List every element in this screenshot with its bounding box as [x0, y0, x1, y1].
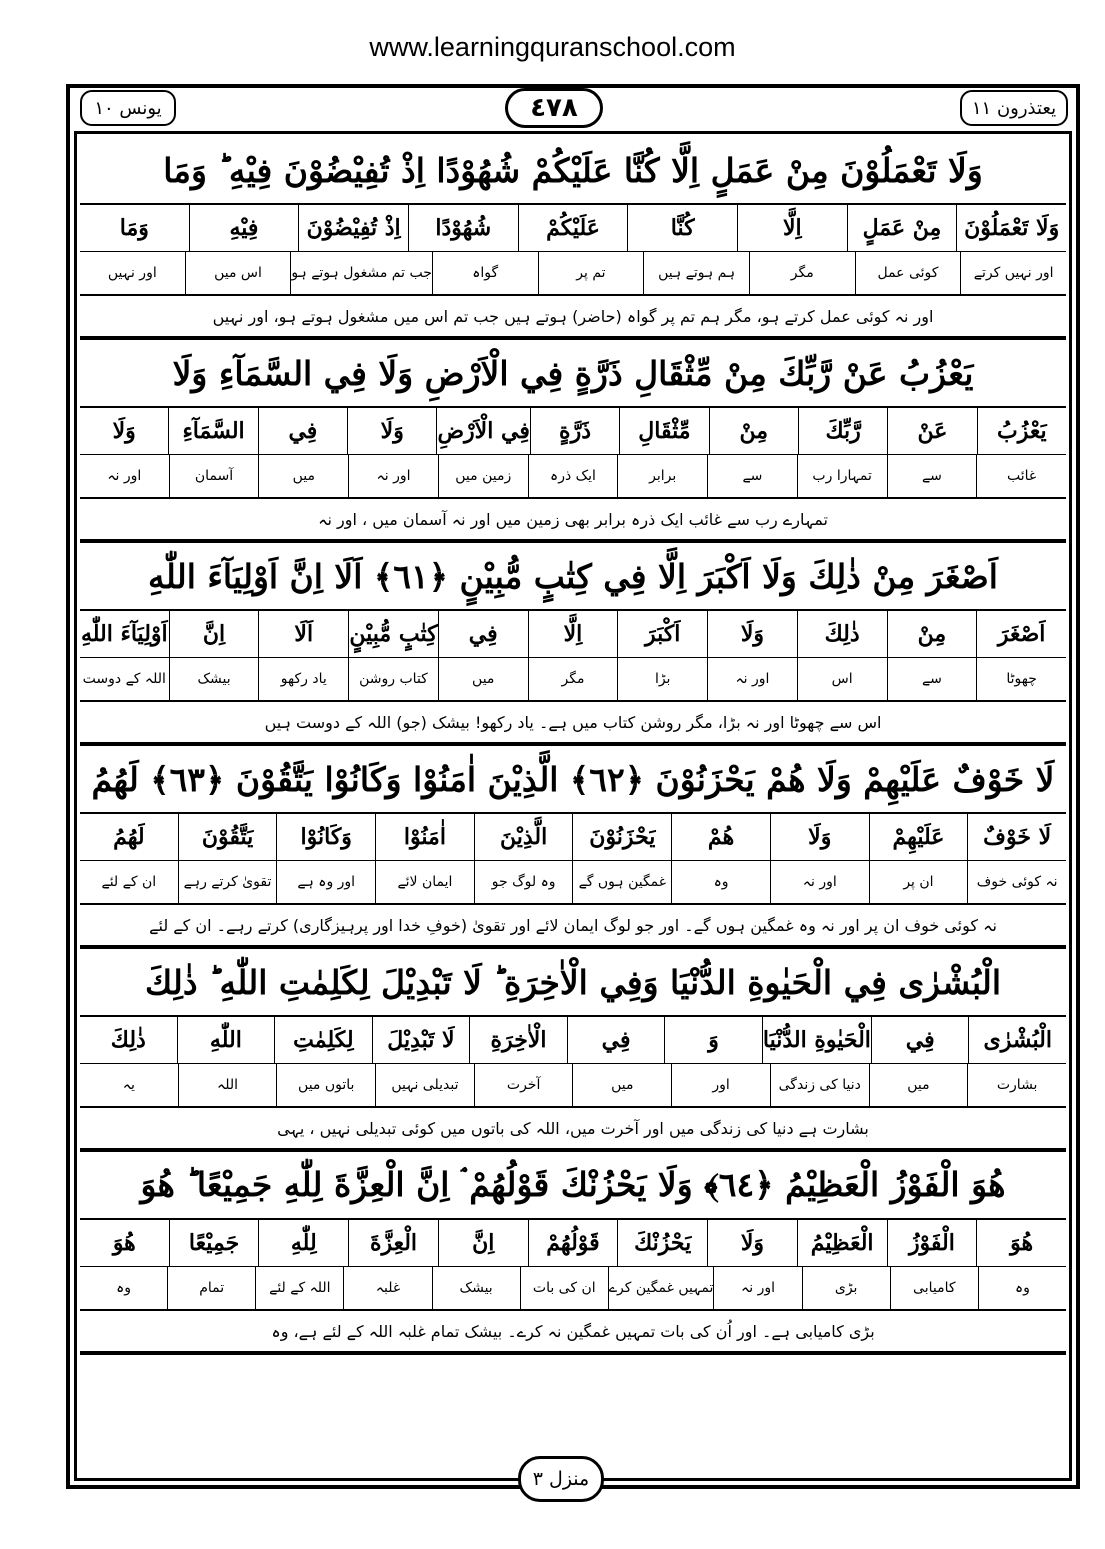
urdu-meaning-cell: اللہ [178, 1064, 277, 1106]
urdu-meaning-cell: غائب [976, 455, 1066, 497]
urdu-meaning-cell: آخرت [474, 1064, 573, 1106]
urdu-meaning-cell: بشارت [967, 1064, 1066, 1106]
urdu-meaning-cell: سے [887, 455, 977, 497]
urdu-meaning-cell: بڑی [802, 1267, 890, 1309]
ayah-text: وَلَا تَعْمَلُوْنَ مِنْ عَمَلٍ اِلَّا كُنَّا عَلَيْكُمْ شُهُوْدًا اِذْ تُفِيْضُوْنَ فِيْهِ ؕ وَمَا [80, 137, 1066, 205]
arabic-word-cell: وَلَا [112, 418, 136, 444]
arabic-word-cell: قَوْلُهُمْ [528, 1220, 618, 1266]
arabic-word-cell: وَلَا [347, 408, 436, 454]
arabic-word-cell: جَمِيْعًا [169, 1220, 259, 1266]
arabic-word-cell: لَا خَوْفٌ [967, 814, 1066, 860]
word-grid [80, 814, 1066, 905]
arabic-word-cell: الْحَيٰوةِ الدُّنْيَا [762, 1017, 871, 1063]
urdu-meaning-cell: میں [258, 455, 348, 497]
urdu-meaning-cell: ہم ہوتے ہیں [643, 252, 749, 294]
word-grid [80, 611, 1066, 702]
urdu-meaning-cell: تمام [167, 1267, 255, 1309]
urdu-meaning-cell: بڑا [617, 658, 707, 700]
urdu-meaning-row [80, 861, 1066, 903]
arabic-word-cell: الَّذِيْنَ [474, 814, 573, 860]
urdu-meaning-cell: چھوٹا [976, 658, 1066, 700]
ayah-text: الْبُشْرٰى فِي الْحَيٰوةِ الدُّنْيَا وَفِي الْاٰخِرَةِ ؕ لَا تَبْدِيْلَ لِكَلِمٰتِ اللّٰهِ ؕ ذٰلِكَ [80, 949, 1066, 1017]
urdu-translation: اور نہ کوئی عمل کرتے ہو، مگر ہم تم پر گواہ (حاضر) ہوتے ہیں جب تم اس میں مشغول ہوتے ہو، اور نہیں [80, 296, 1066, 339]
arabic-word-cell: الْاٰخِرَةِ [469, 1017, 567, 1063]
arabic-word-cell: اَكْبَرَ [617, 611, 707, 657]
urdu-meaning-cell: کوئی عمل [855, 252, 961, 294]
word-grid [80, 1017, 1066, 1108]
arabic-word-cell: ذٰلِكَ [797, 611, 887, 657]
urdu-meaning-cell: جب تم مشغول ہوتے ہو [290, 252, 432, 294]
arabic-word-row [80, 1220, 1066, 1267]
ayah-text: يَعْزُبُ عَنْ رَّبِّكَ مِنْ مِّثْقَالِ ذَرَّةٍ فِي الْاَرْضِ وَلَا فِي السَّمَآءِ وَلَا [80, 340, 1066, 408]
arabic-word-cell: فِي [567, 1017, 665, 1063]
ayah-section [80, 137, 1066, 340]
arabic-word-cell: مِّثْقَالِ [619, 408, 708, 454]
arabic-word-cell: عَلَيْكُمْ [518, 205, 628, 251]
arabic-word-cell: اٰمَنُوْا [375, 814, 474, 860]
urdu-meaning-cell: کتاب روشن [348, 658, 438, 700]
arabic-word-cell: فِي [871, 1017, 969, 1063]
arabic-word-cell: لَا تَبْدِيْلَ [372, 1017, 470, 1063]
urdu-meaning-cell: وہ [671, 861, 770, 903]
arabic-word-cell: مِنْ [887, 611, 977, 657]
urdu-translation: اس سے چھوٹا اور نہ بڑا، مگر روشن کتاب میں ہے۔ یاد رکھو! بیشک (جو) اللہ کے دوست ہیں [80, 702, 1066, 745]
urdu-translation: بشارت ہے دنیا کی زندگی میں اور آخرت میں، اللہ کی باتوں میں کوئی تبدیلی نہیں ، یہی [80, 1108, 1066, 1151]
arabic-word-cell: ذٰلِكَ [110, 1027, 146, 1053]
urdu-meaning-cell: ان پر [869, 861, 968, 903]
arabic-word-cell: اَصْغَرَ [976, 611, 1066, 657]
urdu-meaning-cell: وہ [116, 1280, 132, 1296]
word-grid [80, 408, 1066, 499]
arabic-word-row [80, 814, 1066, 861]
urdu-meaning-cell: میں [438, 658, 528, 700]
arabic-word-cell: عَنْ [887, 408, 976, 454]
arabic-word-cell: يَعْزُبُ [977, 408, 1066, 454]
arabic-word-cell: فِي [258, 408, 347, 454]
arabic-word-cell: وَ [664, 1017, 762, 1063]
urdu-meaning-cell: وہ لوگ جو [474, 861, 573, 903]
urdu-meaning-cell: اور نہیں [107, 265, 157, 281]
urdu-meaning-cell: بیشک [432, 1267, 520, 1309]
urdu-meaning-cell: یاد رکھو [258, 658, 348, 700]
urdu-meaning-cell: تمہارا رب [797, 455, 887, 497]
arabic-word-cell: فِي الْاَرْضِ [436, 408, 529, 454]
arabic-word-cell: رَّبِّكَ [798, 408, 887, 454]
arabic-word-row [80, 611, 1066, 658]
juz-label: يعتذرون ١١ [960, 90, 1068, 126]
urdu-meaning-cell: ایک ذرہ [528, 455, 618, 497]
urdu-meaning-cell: باتوں میں [276, 1064, 375, 1106]
arabic-word-cell: اَوْلِيَآءَ اللّٰهِ [80, 621, 168, 647]
urdu-meaning-cell: اور نہیں کرتے [960, 252, 1066, 294]
arabic-word-cell: اِلَّا [737, 205, 847, 251]
arabic-word-cell: وَلَا [707, 1220, 797, 1266]
arabic-word-cell: وَلَا تَعْمَلُوْنَ [956, 205, 1066, 251]
urdu-meaning-cell: اور [671, 1064, 770, 1106]
arabic-word-cell: وَلَا [707, 611, 797, 657]
ayah-section [80, 949, 1066, 1152]
arabic-word-cell: كُنَّا [627, 205, 737, 251]
arabic-word-cell: الْبُشْرٰى [968, 1017, 1066, 1063]
arabic-word-cell: كِتٰبٍ مُّبِيْنٍ [348, 611, 438, 657]
arabic-word-cell: الْفَوْزُ [887, 1220, 977, 1266]
urdu-meaning-cell: برابر [617, 455, 707, 497]
arabic-word-row [80, 205, 1066, 252]
arabic-word-row [80, 408, 1066, 455]
urdu-meaning-cell: وہ [978, 1267, 1066, 1309]
arabic-word-cell: يَتَّقُوْنَ [178, 814, 277, 860]
arabic-word-cell: يَحْزُنْكَ [617, 1220, 707, 1266]
urdu-meaning-cell: آسمان [169, 455, 259, 497]
ayah-section [80, 543, 1066, 746]
urdu-meaning-cell: تم پر [538, 252, 644, 294]
urdu-meaning-cell: اور نہ [348, 455, 438, 497]
urdu-meaning-cell: اس میں [185, 252, 291, 294]
urdu-meaning-cell: میں [572, 1064, 671, 1106]
arabic-word-cell: هُمْ [671, 814, 770, 860]
urdu-translation: بڑی کامیابی ہے۔ اور اُن کی بات تمہیں غمگین نہ کرے۔ بیشک تمام غلبہ اللہ کے لئے ہے، وہ [80, 1311, 1066, 1354]
arabic-word-cell: اللّٰهِ [177, 1017, 275, 1063]
surah-label: يونس ١٠ [80, 90, 176, 126]
urdu-meaning-cell: دنیا کی زندگی [770, 1064, 869, 1106]
urdu-meaning-cell: سے [887, 658, 977, 700]
site-url[interactable]: www.learningquranschool.com [369, 32, 736, 62]
arabic-word-cell: الْعِزَّةَ [348, 1220, 438, 1266]
arabic-word-cell: يَحْزَنُوْنَ [572, 814, 671, 860]
arabic-word-cell: هُوَ [112, 1230, 136, 1256]
arabic-word-row [80, 1017, 1066, 1064]
arabic-word-cell: الْعَظِيْمُ [797, 1220, 887, 1266]
urdu-meaning-cell: غلبہ [343, 1267, 431, 1309]
arabic-word-cell: ذَرَّةٍ [530, 408, 619, 454]
urdu-meaning-cell: کامیابی [890, 1267, 978, 1309]
arabic-word-cell: فِيْهِ [189, 205, 299, 251]
urdu-meaning-cell: نہ کوئی خوف [967, 861, 1066, 903]
arabic-word-cell: اِذْ تُفِيْضُوْنَ [298, 205, 408, 251]
urdu-meaning-cell: بیشک [169, 658, 259, 700]
arabic-word-cell: وَلَا [770, 814, 869, 860]
urdu-meaning-cell: تقویٰ کرتے رہے [178, 861, 277, 903]
ayah-section [80, 340, 1066, 543]
urdu-meaning-cell: تبدیلی نہیں [375, 1064, 474, 1106]
ayah-text: لَا خَوْفٌ عَلَيْهِمْ وَلَا هُمْ يَحْزَنُوْنَ ﴿٦٢﴾ الَّذِيْنَ اٰمَنُوْا وَكَانُوْا يَتَّقُوْنَ ﴿٦٣﴾ لَهُمُ [80, 746, 1066, 814]
ayah-text: هُوَ الْفَوْزُ الْعَظِيْمُ ﴿٦٤﴾ وَلَا يَحْزُنْكَ قَوْلُهُمْ ۘ اِنَّ الْعِزَّةَ لِلّٰهِ جَمِيْعًا ؕ هُوَ [80, 1152, 1066, 1220]
arabic-word-cell: لِكَلِمٰتِ [274, 1017, 372, 1063]
urdu-meaning-cell: اور نہ [107, 468, 142, 484]
urdu-meaning-cell: مگر [749, 252, 855, 294]
arabic-word-cell: لَهُمُ [113, 824, 145, 850]
urdu-meaning-cell: میں [869, 1064, 968, 1106]
urdu-meaning-cell: اور وہ ہے [276, 861, 375, 903]
page-number: ٤٧٨ [505, 88, 603, 128]
urdu-meaning-cell: یہ [122, 1077, 135, 1093]
arabic-word-cell: اَلَا [258, 611, 348, 657]
urdu-meaning-cell: زمین میں [438, 455, 528, 497]
urdu-meaning-row [80, 252, 1066, 294]
arabic-word-cell: السَّمَآءِ [168, 408, 257, 454]
arabic-word-cell: هُوَ [976, 1220, 1066, 1266]
arabic-word-cell: شُهُوْدًا [408, 205, 518, 251]
urdu-meaning-cell: سے [707, 455, 797, 497]
urdu-translation: نہ کوئی خوف ان پر اور نہ وہ غمگین ہوں گے۔ اور جو لوگ ایمان لائے اور تقویٰ (خوفِ خدا اور پرہیزگاری) کرتے رہے۔ ان کے لئے [80, 905, 1066, 948]
quran-content [80, 137, 1066, 1475]
urdu-meaning-cell: اللہ کے لئے [255, 1267, 343, 1309]
urdu-meaning-cell: مگر [528, 658, 618, 700]
urdu-meaning-cell: اور نہ [713, 1267, 801, 1309]
ayah-text: اَصْغَرَ مِنْ ذٰلِكَ وَلَا اَكْبَرَ اِلَّا فِي كِتٰبٍ مُّبِيْنٍ ﴿٦١﴾ اَلَا اِنَّ اَوْلِيَآءَ اللّٰهِ [80, 543, 1066, 611]
urdu-meaning-cell: اللہ کے دوست [82, 671, 166, 687]
urdu-meaning-cell: غمگین ہوں گے [572, 861, 671, 903]
urdu-meaning-cell: اس [797, 658, 887, 700]
urdu-meaning-row [80, 455, 1066, 497]
urdu-meaning-cell: اور نہ [707, 658, 797, 700]
arabic-word-cell: لِلّٰهِ [258, 1220, 348, 1266]
arabic-word-cell: اِنَّ [169, 611, 259, 657]
urdu-meaning-cell: ان کی بات [520, 1267, 608, 1309]
arabic-word-cell: فِي [438, 611, 528, 657]
arabic-word-cell: مِنْ عَمَلٍ [847, 205, 957, 251]
urdu-meaning-cell: ایمان لائے [375, 861, 474, 903]
arabic-word-cell: اِلَّا [528, 611, 618, 657]
arabic-word-cell: اِنَّ [438, 1220, 528, 1266]
word-grid [80, 1220, 1066, 1311]
word-grid [80, 205, 1066, 296]
urdu-meaning-cell: گواہ [432, 252, 538, 294]
urdu-meaning-cell: اور نہ [770, 861, 869, 903]
arabic-word-cell: وَمَا [119, 215, 149, 241]
ayah-section [80, 1152, 1066, 1355]
arabic-word-cell: عَلَيْهِمْ [869, 814, 968, 860]
arabic-word-cell: مِنْ [709, 408, 798, 454]
arabic-word-cell: وَكَانُوْا [276, 814, 375, 860]
urdu-meaning-row [80, 658, 1066, 700]
urdu-meaning-row [80, 1064, 1066, 1106]
urdu-meaning-row [80, 1267, 1066, 1309]
urdu-translation: تمہارے رب سے غائب ایک ذرہ برابر بھی زمین میں اور نہ آسمان میں ، اور نہ [80, 499, 1066, 542]
urdu-meaning-cell: ان کے لئے [101, 874, 157, 890]
ayah-section [80, 746, 1066, 949]
urdu-meaning-cell: تمہیں غمگین کرے [608, 1267, 714, 1309]
manzil-badge: منزل ٣ [518, 1456, 604, 1502]
